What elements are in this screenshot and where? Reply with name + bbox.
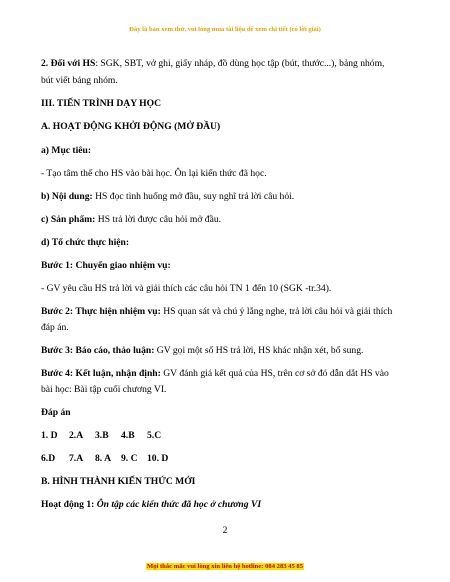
product-line <box>41 214 413 226</box>
activity1-text: Ôn tập các kiến thức đã học ở chương VI <box>96 499 262 510</box>
step4-line2: bài học: Bài tập cuối chương VI. <box>41 384 167 395</box>
step2-label: Bước 2: Thực hiện nhiệm vụ: <box>41 306 161 317</box>
product-label: c) Sản phẩm: <box>41 214 96 225</box>
answer-item: 9. C <box>121 453 138 464</box>
step4-label: Bước 4: Kết luận, nhận định: <box>41 368 161 379</box>
answers-title: Đáp án <box>41 407 71 418</box>
activity1-label: Hoạt động 1: <box>41 499 97 510</box>
section-b-title: B. HÌNH THÀNH KIẾN THỨC MỚI <box>41 476 196 487</box>
answers-row-2 <box>41 453 413 465</box>
answer-item: 8. A <box>95 453 111 464</box>
step1-label: Bước 1: Chuyển giao nhiệm vụ: <box>41 260 171 271</box>
step2-text: HS quan sát và chú ý lắng nghe, trả lời câu hỏi và giải thích <box>160 306 393 317</box>
activity1-line <box>41 499 413 511</box>
product-text: HS trả lời được câu hỏi mở đầu. <box>95 214 222 225</box>
students-text: : SGK, SBT, vở ghi, giấy nháp, đồ dùng học tập (bút, thước...), bảng nhóm, <box>95 58 385 69</box>
answer-item: 2.A <box>69 430 84 441</box>
step1-text: - GV yêu cầu HS trả lời và giải thích các câu hỏi TN 1 đến 10 (SGK -tr.34). <box>41 283 332 294</box>
objective-label: a) Mục tiêu: <box>41 145 92 156</box>
answer-item: 5.C <box>147 430 162 441</box>
answer-item: 6.D <box>41 453 56 464</box>
answer-item: 1. D <box>41 430 58 441</box>
answer-item: 7.A <box>69 453 84 464</box>
organization-label: d) Tổ chức thực hiện: <box>41 237 130 248</box>
answers-row-1 <box>41 430 413 442</box>
hotline-banner <box>0 563 450 570</box>
answer-item: 10. D <box>147 453 169 464</box>
students-materials-line1 <box>41 58 413 70</box>
step2-line1 <box>41 306 413 318</box>
content-line <box>41 191 413 203</box>
page-number: 2 <box>222 525 228 536</box>
students-materials-line2: bút viết bảng nhóm. <box>41 75 118 86</box>
step2-line2: đáp án. <box>41 322 69 333</box>
step3-line <box>41 345 413 357</box>
step4-line1 <box>41 368 413 380</box>
step3-label: Bước 3: Báo cáo, thảo luận: <box>41 345 155 356</box>
section-a-title: A. HOẠT ĐỘNG KHỞI ĐỘNG (MỞ ĐẦU) <box>41 121 221 132</box>
preview-banner: Đây là bản xem thử, vui lòng mua tài liệu để xem chi tiết (có lời giải) <box>129 26 321 33</box>
content-text: HS đọc tình huống mở đầu, suy nghĩ trả lời câu hỏi. <box>92 191 295 202</box>
students-label: 2. Đối với HS <box>41 58 96 69</box>
step3-text: GV gọi một số HS trả lời, HS khác nhận xét, bổ sung. <box>154 345 364 356</box>
step4-text: GV đánh giá kết quả của HS, trên cơ sở đó dẫn dắt HS vào <box>160 368 389 379</box>
objective-text: - Tạo tâm thế cho HS vào bài học. Ôn lại kiến thức đã học. <box>41 168 267 179</box>
section-3-title: III. TIẾN TRÌNH DẠY HỌC <box>41 98 162 109</box>
answer-item: 4.B <box>121 430 135 441</box>
answer-item: 3.B <box>95 430 109 441</box>
content-label: b) Nội dung: <box>41 191 93 202</box>
hotline-text: Mọi thắc mắc vui lòng xin liên hệ hotline: 084 283 45 85 <box>146 563 304 570</box>
